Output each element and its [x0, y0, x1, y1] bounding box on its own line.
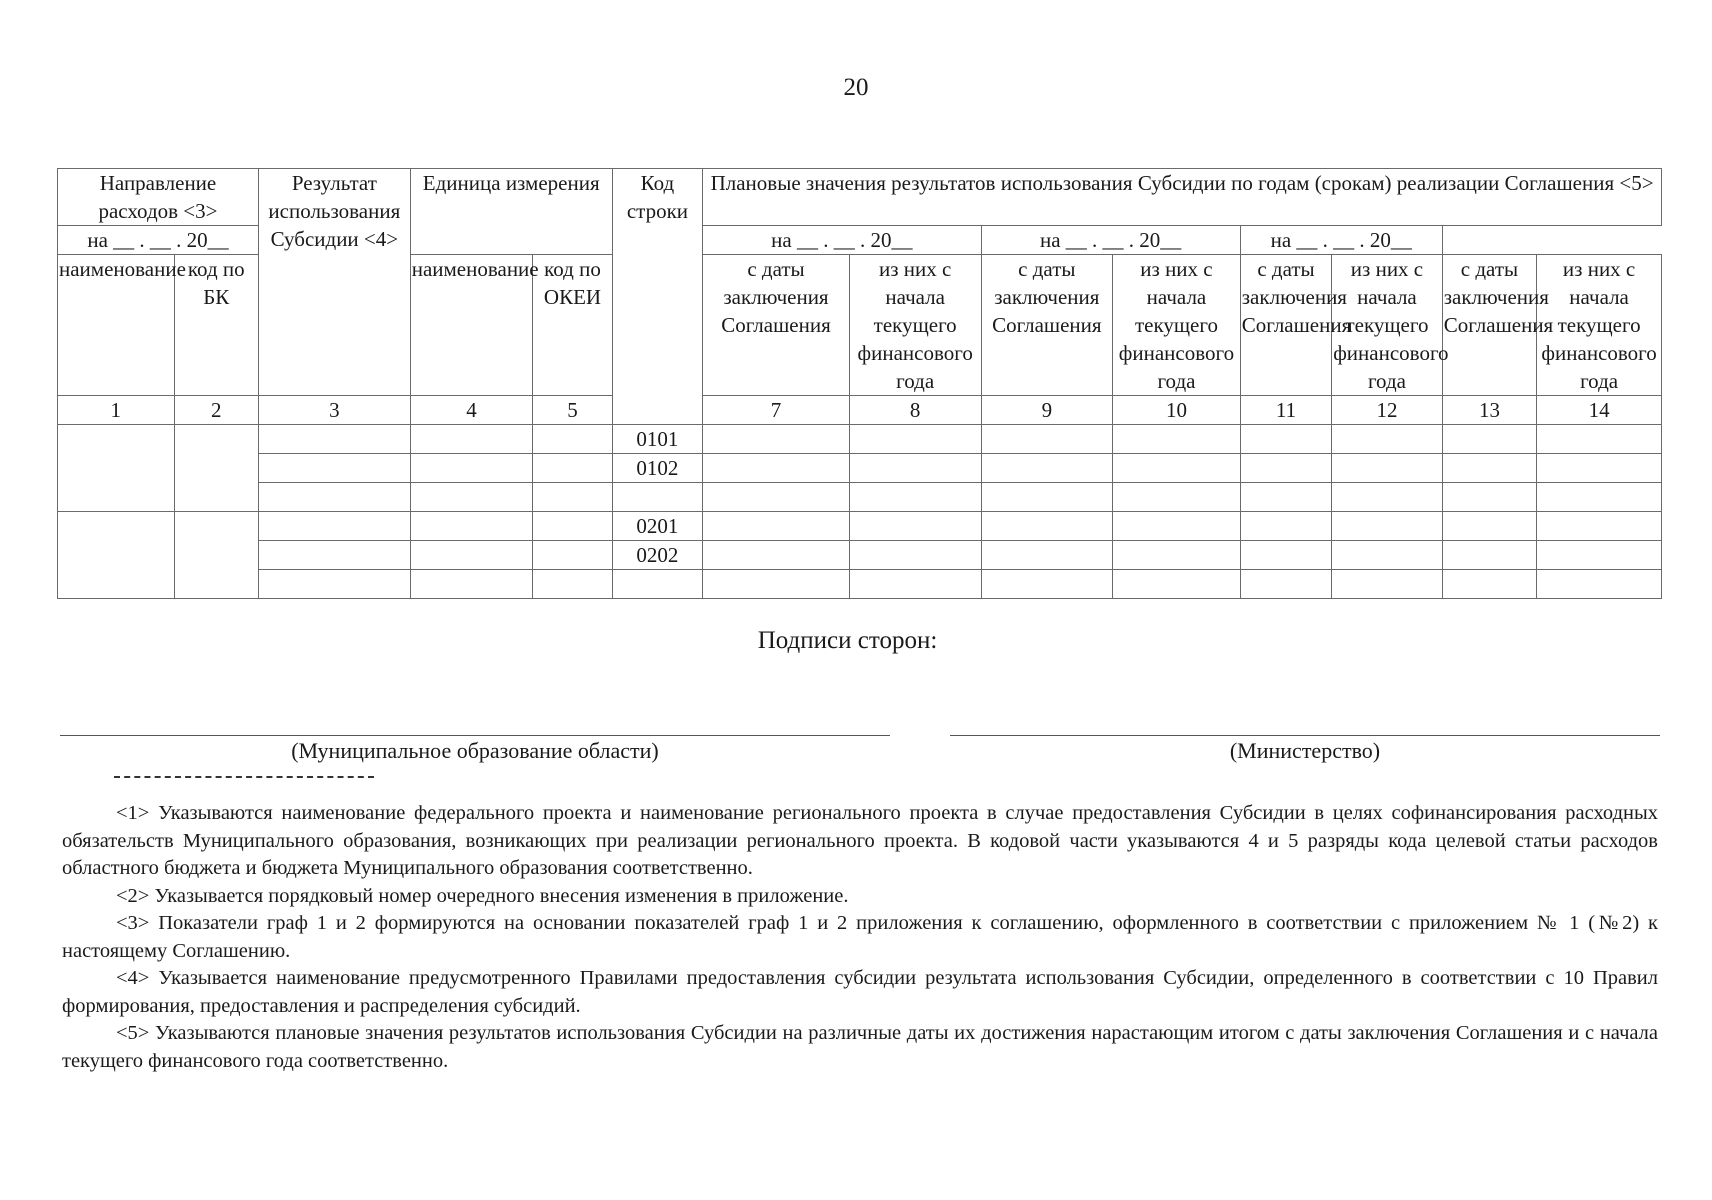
column-number: 1 [58, 396, 175, 425]
footnote-5: <5> Указываются плановые значения результатов использования Субсидии на различные даты их достижения нарастающим итогом с даты заключения Соглашения и с начала текущего финансового года соответственно. [62, 1022, 1658, 1072]
header-bk-code: код по БК [174, 255, 258, 396]
signatures-title: Подписи сторон: [757, 627, 938, 654]
header-from-year-start-1: из них с начала текущего финансового года [849, 255, 981, 396]
header-from-agreement-1: с даты заключения Соглашения [703, 255, 850, 396]
column-number: 4 [410, 396, 533, 425]
header-from-agreement-3: с даты заключения Соглашения [1240, 255, 1331, 396]
column-number: 7 [703, 396, 850, 425]
footnote-4: <4> Указывается наименование предусмотренного Правилами предоставления субсидии результата использования Субсидии, определенного в соответствии с 10 Правил формирования, предоставления и распределения субсидий. [62, 967, 1658, 1017]
header-date-3: на __ . __ . 20__ [981, 226, 1240, 255]
header-result: Результат использования Субсидии <4> [258, 169, 410, 396]
column-number: 2 [174, 396, 258, 425]
header-date-2: на __ . __ . 20__ [703, 226, 981, 255]
header-from-year-start-2: из них с начала текущего финансового года [1113, 255, 1241, 396]
table-row [58, 512, 1662, 541]
header-from-agreement-2: с даты заключения Соглашения [981, 255, 1113, 396]
table-cell [174, 425, 258, 512]
header-row-code: Код строки [612, 169, 702, 425]
signature-line-ministry [950, 735, 1660, 736]
row-code: 0202 [612, 541, 702, 570]
header-from-year-start-3: из них с начала текущего финансового года [1332, 255, 1443, 396]
table-row [58, 570, 1662, 599]
row-code [612, 483, 702, 512]
header-unit-name: наименование [410, 255, 533, 396]
table-cell [58, 425, 175, 512]
signature-caption-municipality: (Муниципальное образование области) [291, 738, 659, 763]
header-from-agreement-4: с даты заключения Соглашения [1442, 255, 1536, 396]
column-number: 11 [1240, 396, 1331, 425]
header-planned-values: Плановые значения результатов использования Субсидии по годам (срокам) реализации Соглашения <5> [703, 169, 1662, 226]
table-row [58, 454, 1662, 483]
column-number: 13 [1442, 396, 1536, 425]
footnote-separator [114, 776, 374, 778]
header-direction-name: наименование [58, 255, 175, 396]
signature-line-municipality [60, 735, 890, 736]
signature-caption-ministry: (Министерство) [1229, 738, 1381, 763]
row-code: 0201 [612, 512, 702, 541]
header-okei-code: код по ОКЕИ [533, 255, 612, 396]
column-number: 12 [1332, 396, 1443, 425]
footnote-2: <2> Указывается порядковый номер очередного внесения изменения в приложение. [116, 884, 849, 907]
column-number: 10 [1113, 396, 1241, 425]
column-number: 14 [1537, 396, 1662, 425]
column-number-row [58, 396, 1662, 425]
header-from-year-start-4: из них с начала текущего финансового года [1537, 255, 1662, 396]
column-number: 3 [258, 396, 410, 425]
row-code [612, 570, 702, 599]
table-row [58, 541, 1662, 570]
row-code: 0101 [612, 425, 702, 454]
footnote-1: <1> Указываются наименование федерального проекта и наименование регионального проекта в случае предоставления Субсидии в целях софинансирования расходных обязательств Муниципального образования, возникающих при реализации регионального проекта. В кодовой части указываются 4 и 5 разряды кода целевой статьи расходов областного бюджета и бюджета Муниципального образования соответственно. [62, 802, 1658, 879]
page-number: 20 [843, 74, 869, 101]
column-number: 5 [533, 396, 612, 425]
row-code: 0102 [612, 454, 702, 483]
table-row [58, 483, 1662, 512]
header-date-1: на __ . __ . 20__ [58, 226, 259, 255]
column-number: 9 [981, 396, 1113, 425]
table-cell [58, 512, 175, 599]
header-unit: Единица измерения [410, 169, 612, 255]
header-direction: Направление расходов <3> [58, 169, 259, 226]
column-number: 8 [849, 396, 981, 425]
footnote-3: <3> Показатели граф 1 и 2 формируются на основании показателей граф 1 и 2 приложения к соглашению, оформленного в соответствии с приложением № 1 (№2) к настоящему Соглашению. [62, 912, 1658, 962]
planned-values-table [57, 168, 1662, 599]
footnotes [62, 800, 1658, 1075]
table-cell [174, 512, 258, 599]
table-row [58, 425, 1662, 454]
header-date-4: на __ . __ . 20__ [1240, 226, 1442, 255]
